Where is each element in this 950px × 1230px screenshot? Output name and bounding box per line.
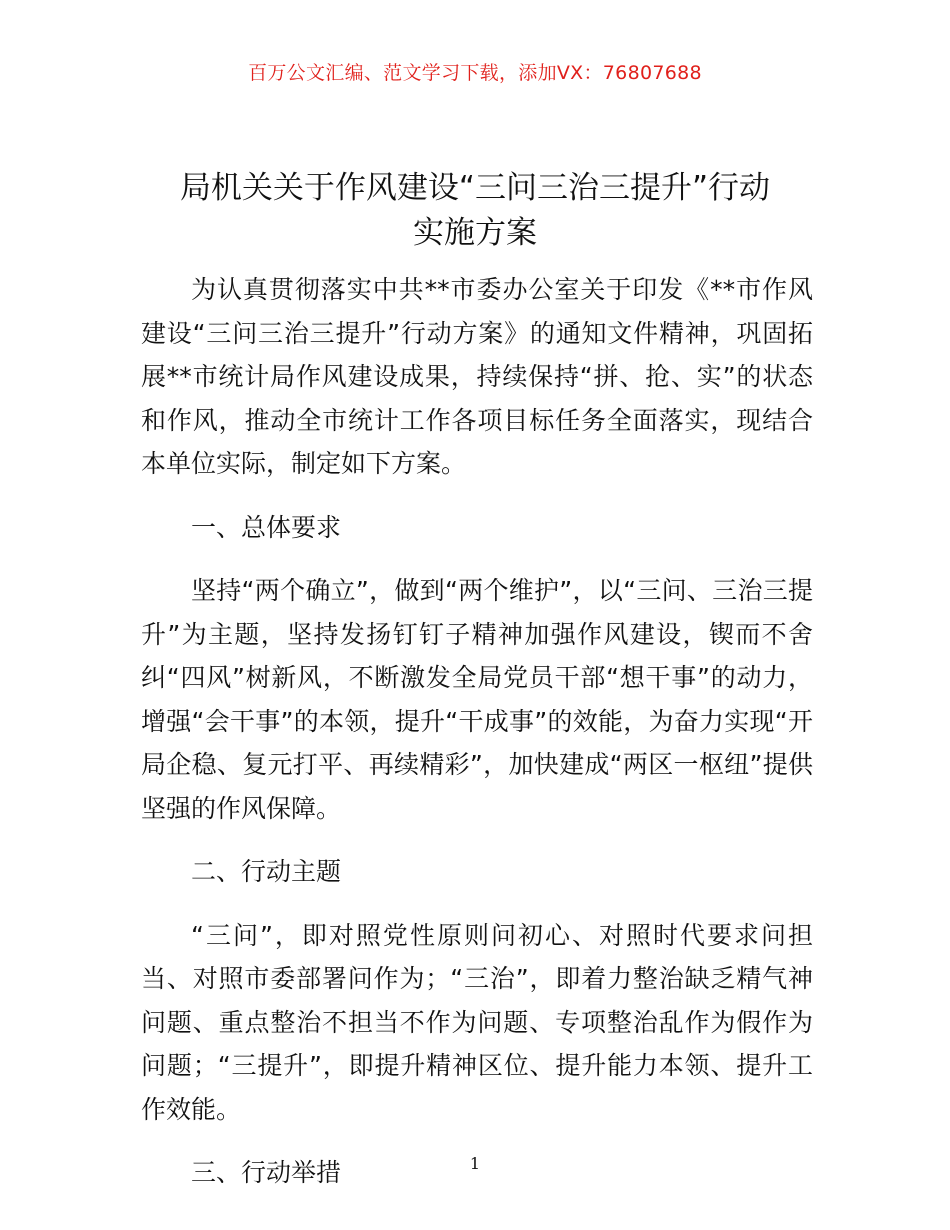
section-heading-2: 二、行动主题 bbox=[191, 857, 342, 886]
section-heading-1: 一、总体要求 bbox=[191, 512, 342, 542]
page-number: 1 bbox=[469, 1154, 481, 1173]
title-line-2: 实施方案 bbox=[413, 215, 537, 251]
document-title bbox=[120, 166, 830, 256]
section-2-paragraph: “三问”，即对照党性原则问初心、对照时代要求问担当、对照市委部署问作为；“三治”，即着力整治缺乏精气神问题、重点整治不担当不作为问题、专项整治乱作为假作为问题；“三提升”，即提升精神区位、提升能力本领、提升工作效能。 bbox=[141, 920, 813, 1124]
section-1-paragraph: 坚持“两个确立”，做到“两个维护”，以“三问、三治三提升”为主题，坚持发扬钉钉子精神加强作风建设，锲而不舍纠“四风”树新风，不断激发全局党员干部“想干事”的动力，增强“会干事”的本领，提升“干成事”的效能，为奋力实现“开局企稳、复元打平、再续精彩”，加快建成“两区一枢纽”提供坚强的作风保障。 bbox=[141, 576, 813, 823]
document-body bbox=[141, 268, 813, 1195]
title-line-1: 局机关关于作风建设“三问三治三提升”行动 bbox=[179, 170, 771, 206]
intro-paragraph: 为认真贯彻落实中共**市委办公室关于印发《**市作风建设“三问三治三提升”行动方案》的通知文件精神，巩固拓展**市统计局作风建设成果，持续保持“拼、抢、实”的状态和作风，推动全市统计工作各项目标任务全面落实，现结合本单位实际，制定如下方案。 bbox=[141, 275, 813, 478]
watermark-banner: 百万公文汇编、范文学习下载，添加VX：76807688 bbox=[248, 62, 702, 84]
section-heading-3: 三、行动举措 bbox=[191, 1158, 342, 1187]
